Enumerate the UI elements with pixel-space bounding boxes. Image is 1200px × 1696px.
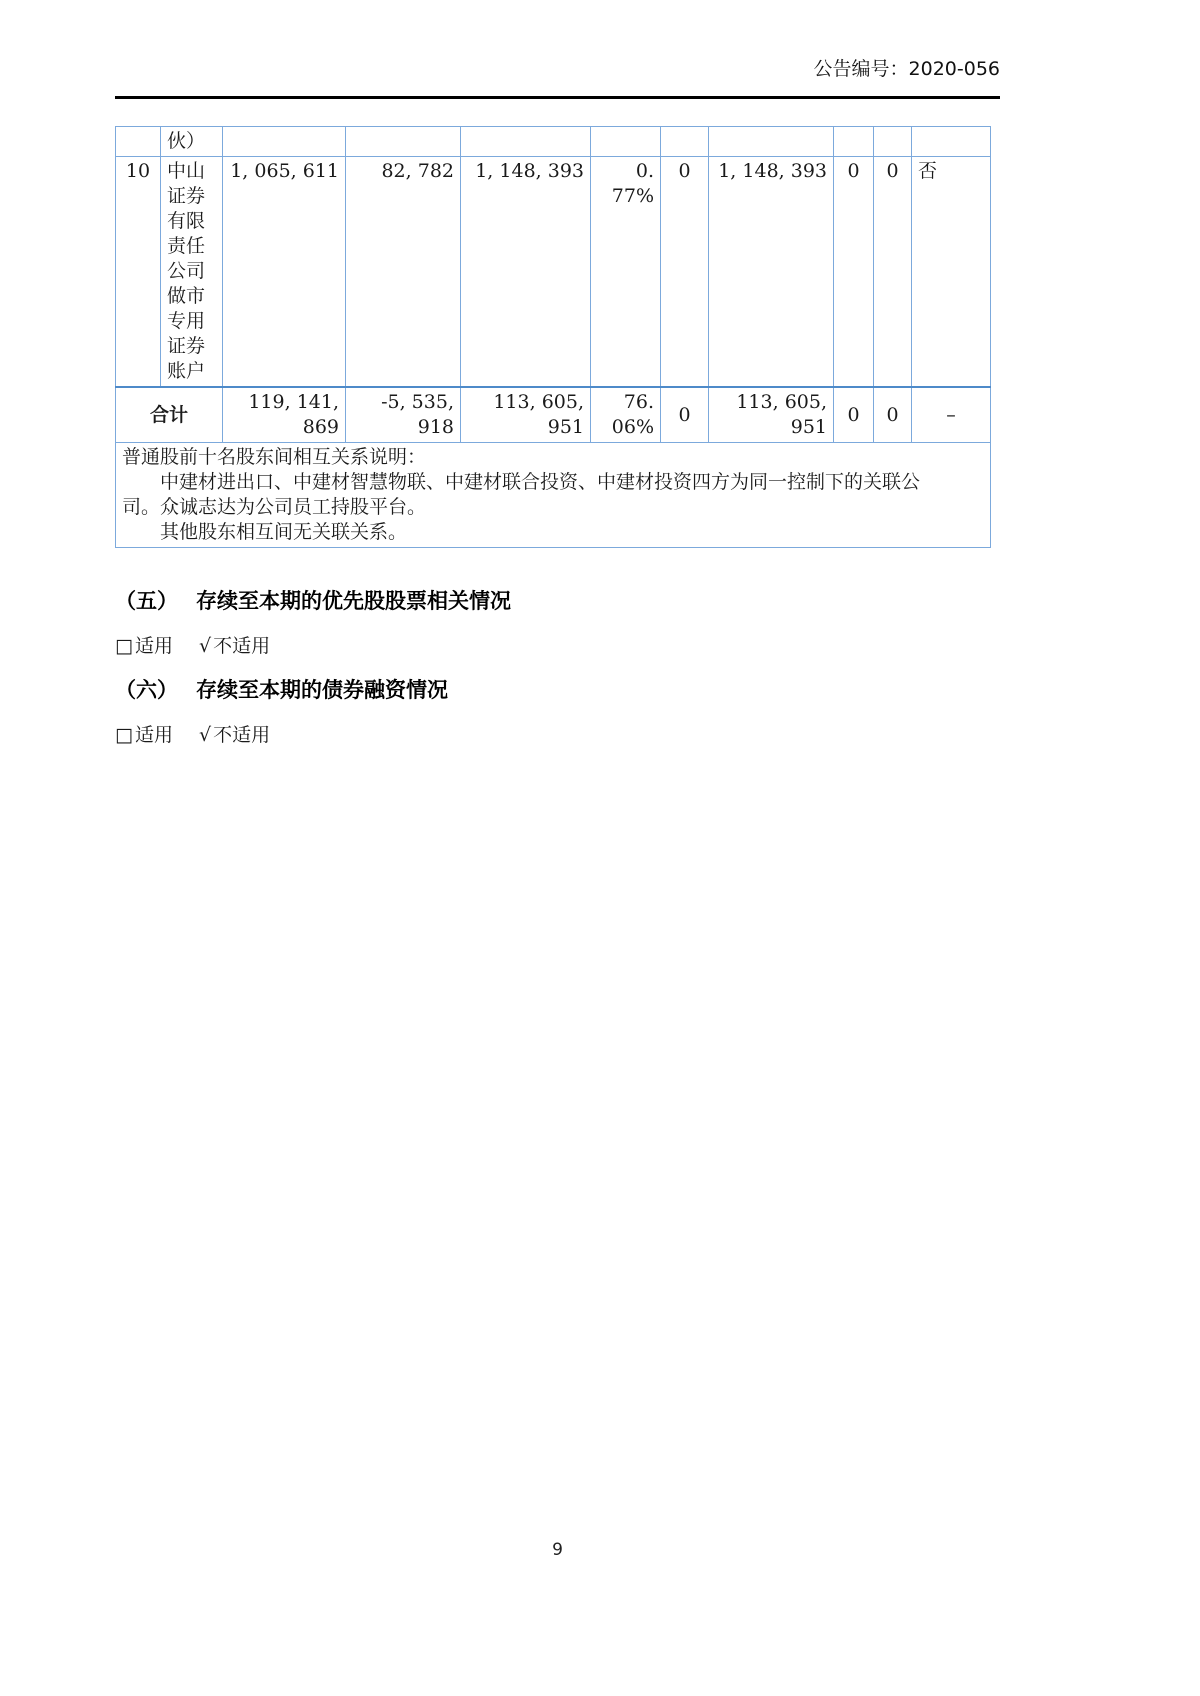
cell-total-unrestricted: 113, 605, 951 (709, 387, 834, 443)
not-applicable-label: 不适用 (213, 724, 271, 746)
cell-total-frozen: 0 (874, 387, 912, 443)
cell-total-ratio: 76. 06% (591, 387, 661, 443)
table-cell (874, 127, 912, 157)
table-cell (223, 127, 346, 157)
table-cell (461, 127, 591, 157)
cell-total-shares-begin: 119, 141, 869 (223, 387, 346, 443)
note-line-3: 司。众诚志达为公司员工持股平台。 (122, 496, 427, 518)
table-cell (912, 127, 991, 157)
cell-total-shares-change: -5, 535, 918 (346, 387, 461, 443)
table-row-10 (116, 157, 991, 388)
cell-shareholding-ratio: 0. 77% (591, 157, 661, 388)
cell-restricted-shares: 0 (661, 157, 709, 388)
cell-total-pledged: 0 (834, 387, 874, 443)
applicable-label: 适用 (134, 724, 173, 746)
table-cell-name-fragment: 伙） (161, 127, 223, 157)
table-row-total (116, 387, 991, 443)
not-applicable-label: 不适用 (213, 635, 271, 657)
section-number: （五） (115, 588, 178, 613)
section-title: 存续至本期的债券融资情况 (196, 677, 448, 702)
checkmark-icon: √ (199, 724, 212, 746)
section-heading-5 (115, 586, 1000, 616)
page-content (115, 0, 1000, 748)
note-line-2: 中建材进出口、中建材智慧物联、中建材联合投资、中建材投资四方为同一控制下的关联公 (160, 471, 921, 493)
table-cell (116, 127, 161, 157)
table-cell (591, 127, 661, 157)
relationship-note (116, 443, 991, 548)
cell-shares-change: 82, 782 (346, 157, 461, 388)
applicable-label: 适用 (134, 635, 173, 657)
announcement-number: 公告编号：2020-056 (813, 58, 1000, 80)
table-cell (661, 127, 709, 157)
checkbox-unchecked-icon: □ (115, 724, 133, 746)
note-line-1: 普通股前十名股东间相互关系说明： (122, 446, 427, 468)
page-number: 9 (552, 1540, 563, 1560)
cell-shareholder-name: 中山证券有限责任公司做市专用证券账户 (161, 157, 223, 388)
section-heading-6 (115, 675, 1000, 705)
table-cell (834, 127, 874, 157)
cell-frozen-shares: 0 (874, 157, 912, 388)
header-divider (115, 96, 1000, 99)
cell-unrestricted-shares: 1, 148, 393 (709, 157, 834, 388)
applicability-line-5 (115, 633, 1000, 659)
table-cell (346, 127, 461, 157)
table-row-carryover (116, 127, 991, 157)
cell-total-shares-end: 113, 605, 951 (461, 387, 591, 443)
table-row-note (116, 443, 991, 548)
section-number: （六） (115, 677, 178, 702)
cell-rank: 10 (116, 157, 161, 388)
note-line-4: 其他股东相互间无关联关系。 (160, 521, 408, 543)
cell-shares-end: 1, 148, 393 (461, 157, 591, 388)
cell-related-flag: 否 (912, 157, 991, 388)
applicability-line-6 (115, 722, 1000, 748)
cell-total-related-flag: – (912, 387, 991, 443)
cell-shares-begin: 1, 065, 611 (223, 157, 346, 388)
section-title: 存续至本期的优先股股票相关情况 (196, 588, 511, 613)
cell-total-restricted: 0 (661, 387, 709, 443)
checkbox-unchecked-icon: □ (115, 635, 133, 657)
cell-total-label: 合计 (116, 387, 223, 443)
shareholders-table (115, 126, 991, 548)
table-cell (709, 127, 834, 157)
checkmark-icon: √ (199, 635, 212, 657)
cell-pledged-shares: 0 (834, 157, 874, 388)
